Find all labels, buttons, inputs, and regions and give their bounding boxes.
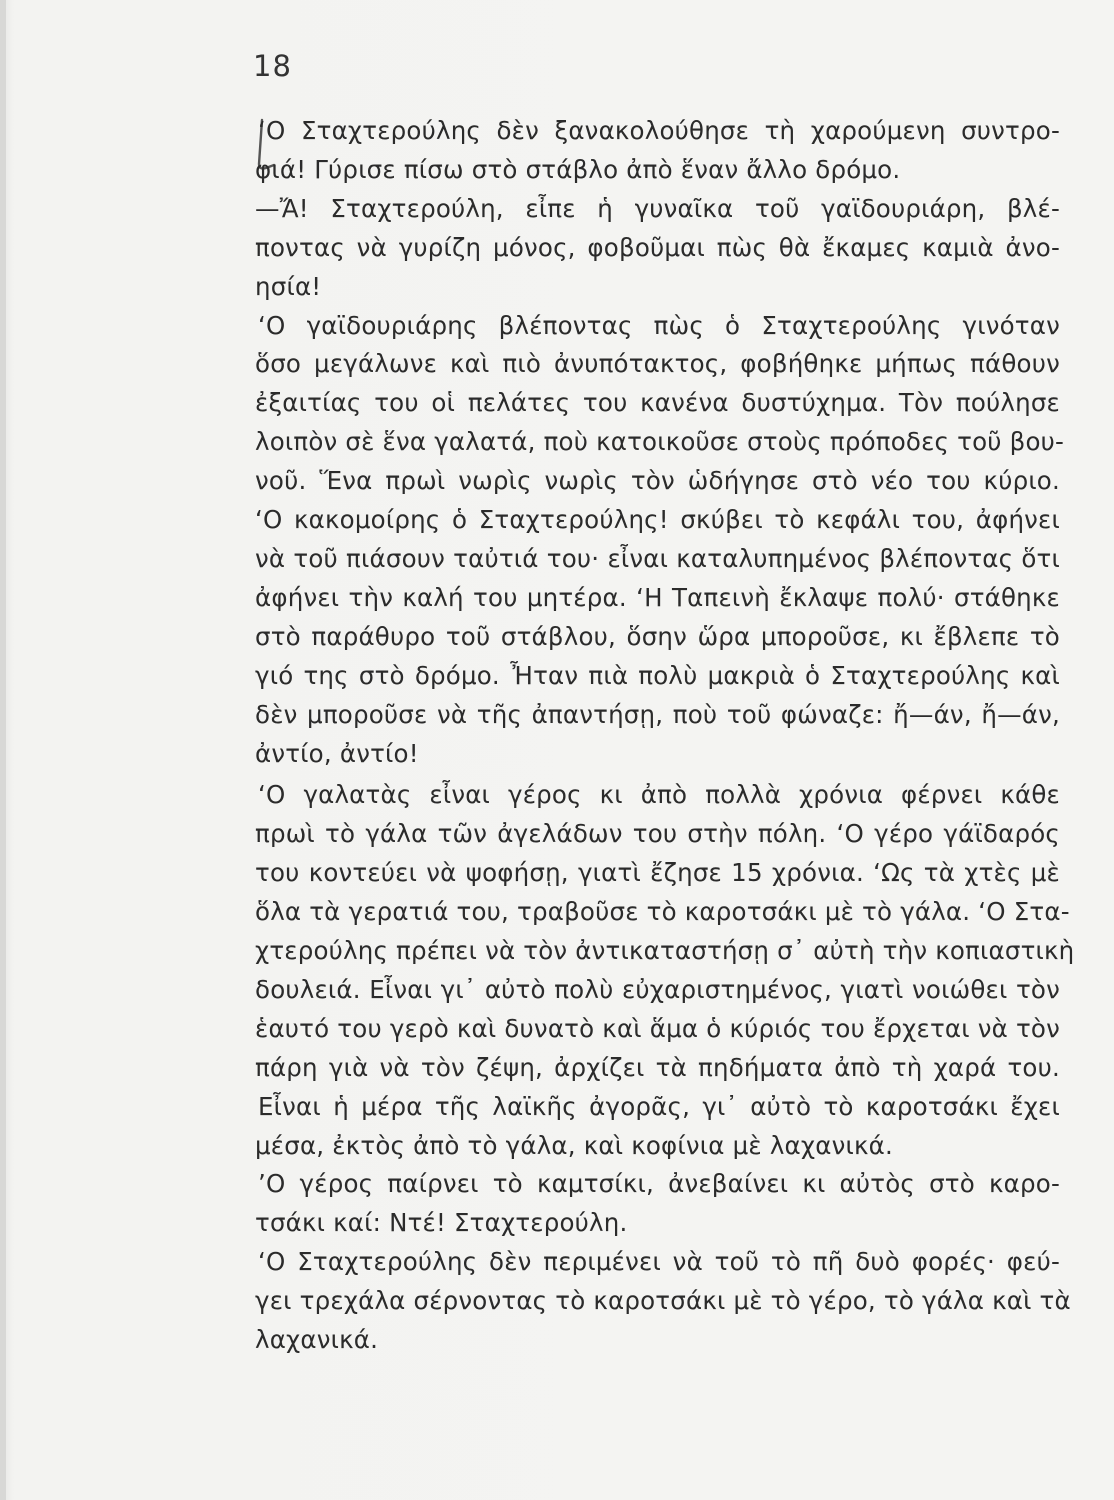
- text-line: στὸ παράθυρο τοῦ στάβλου, ὅσην ὥρα μποροῦσε, κι ἔβλεπε τὸ: [255, 621, 1060, 651]
- text-line: —Ἄ! Σταχτερούλη, εἶπε ἡ γυναῖκα τοῦ γαϊδουριάρη, βλέ-: [255, 193, 1060, 223]
- text-line: δουλειά. Εἶναι γι᾽ αὐτὸ πολὺ εὐχαριστημένος, γιατὶ νοιώθει τὸν: [255, 974, 1060, 1004]
- text-line: πάρη γιὰ νὰ τὸν ζέψη, ἀρχίζει τὰ πηδήματα ἀπὸ τὴ χαρά του.: [255, 1052, 1060, 1082]
- page-number: 18: [253, 49, 292, 83]
- text-line: χτερούλης πρέπει νὰ τὸν ἀντικαταστήσῃ σ᾽ αὐτὴ τὴν κοπιαστικὴ: [255, 936, 1075, 966]
- text-line: ‘Ο γαϊδουριάρης βλέποντας πὼς ὁ Σταχτερούλης γινόταν: [258, 310, 1060, 340]
- text-line: ἐξαιτίας του οἱ πελάτες του κανένα δυστύχημα. Τὸν πούλησε: [255, 388, 1060, 418]
- text-line: ‘Ο γαλατὰς εἶναι γέρος κι ἀπὸ πολλὰ χρόνια φέρνει κάθε: [258, 780, 1060, 810]
- text-line: ποντας νὰ γυρίζη μόνος, φοβοῦμαι πὼς θὰ ἔκαμες καμιὰ ἀνο-: [255, 232, 1060, 262]
- text-line: μέσα, ἐκτὸς ἀπὸ τὸ γάλα, καὶ κοφίνια μὲ λαχανικά.: [255, 1130, 893, 1160]
- page-edge: [0, 0, 6, 1500]
- text-line: του κοντεύει νὰ ψοφήσῃ, γιατὶ ἔζησε 15 χρόνια. ‘Ως τὰ χτὲς μὲ: [255, 858, 1060, 888]
- text-line: ἀντίο, ἀντίο!: [255, 738, 419, 768]
- text-line: γιό της στὸ δρόμο. Ἦταν πιὰ πολὺ μακριὰ ὁ Σταχτερούλης καὶ: [255, 660, 1060, 690]
- text-line: δὲν μποροῦσε νὰ τῆς ἀπαντήσῃ, ποὺ τοῦ φώναζε: ἤ—άν, ἤ—άν,: [255, 699, 1060, 729]
- text-line: ‘Ο κακομοίρης ὁ Σταχτερούλης! σκύβει τὸ κεφάλι του, ἀφήνει: [255, 505, 1060, 535]
- text-line: ‘Ο Σταχτερούλης δὲν ξανακολούθησε τὴ χαρούμενη συντρο-: [258, 116, 1060, 145]
- text-line: γει τρεχάλα σέρνοντας τὸ καροτσάκι μὲ τὸ γέρο, τὸ γάλα καὶ τὰ: [255, 1286, 1071, 1316]
- text-line: νὰ τοῦ πιάσουν ταὐτιά του· εἶναι καταλυπημένος βλέποντας ὅτι: [255, 543, 1060, 573]
- text-line: λοιπὸν σὲ ἕνα γαλατά, ποὺ κατοικοῦσε στοὺς πρόποδες τοῦ βου-: [255, 427, 1065, 457]
- text-line: ‘Ο Σταχτερούλης δὲν περιμένει νὰ τοῦ τὸ πῆ δυὸ φορές· φεύ-: [258, 1247, 1060, 1277]
- text-line: ὅσο μεγάλωνε καὶ πιὸ ἀνυπότακτος, φοβήθηκε μήπως πάθουν: [255, 349, 1060, 379]
- text-line: ὅλα τὰ γερατιά του, τραβοῦσε τὸ καροτσάκι μὲ τὸ γάλα. ‘Ο Στα-: [255, 897, 1070, 927]
- text-line: νοῦ. Ἕνα πρωὶ νωρὶς νωρὶς τὸν ὡδήγησε στὸ νέο του κύριο.: [255, 466, 1060, 496]
- text-line: Εἶναι ἡ μέρα τῆς λαϊκῆς ἀγορᾶς, γι᾽ αὐτὸ τὸ καροτσάκι ἔχει: [258, 1091, 1060, 1121]
- text-line: ’Ο γέρος παίρνει τὸ καμτσίκι, ἀνεβαίνει κι αὐτὸς στὸ καρο-: [258, 1169, 1060, 1199]
- text-line: ησία!: [255, 271, 322, 301]
- text-line: φιά! Γύρισε πίσω στὸ στάβλο ἀπὸ ἕναν ἄλλο δρόμο.: [255, 154, 901, 184]
- text-line: ἀφήνει τὴν καλή του μητέρα. ‘Η Ταπεινὴ ἔκλαψε πολύ· στάθηκε: [255, 582, 1060, 612]
- text-line: τσάκι καί: Ντέ! Σταχτερούλη.: [255, 1208, 628, 1238]
- text-line: ἑαυτό του γερὸ καὶ δυνατὸ καὶ ἅμα ὁ κύριός του ἔρχεται νὰ τὸν: [255, 1013, 1060, 1043]
- body-text: [255, 112, 1075, 1360]
- text-line: πρωὶ τὸ γάλα τῶν ἀγελάδων του στὴν πόλη. ‘Ο γέρο γάϊδαρός: [255, 819, 1060, 849]
- text-line: λαχανικά.: [255, 1325, 379, 1355]
